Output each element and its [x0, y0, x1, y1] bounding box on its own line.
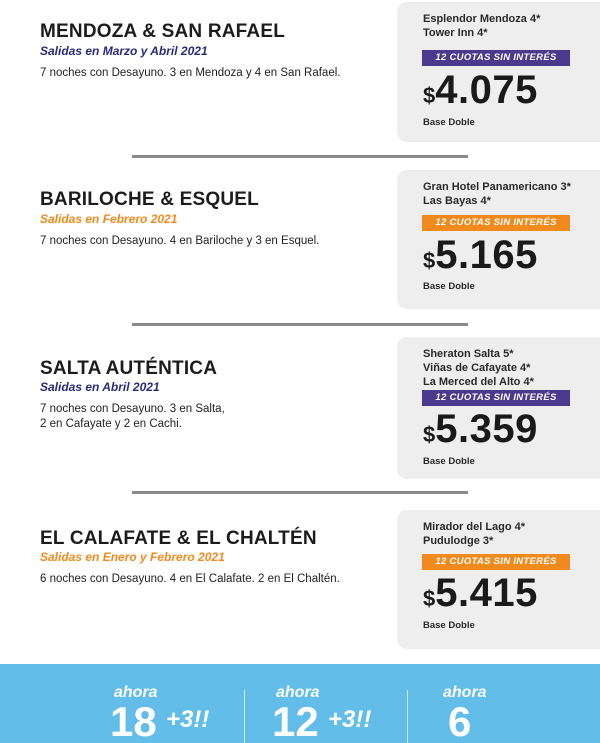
installment-option-6	[440, 664, 540, 743]
description-line: 7 noches con Desayuno. 3 en Salta,	[40, 403, 225, 415]
hotel-name: Sheraton Salta 5*	[423, 348, 514, 360]
ahora-label: ahora	[443, 684, 487, 701]
installment-option-18	[110, 664, 240, 743]
price-value: 5.415	[435, 571, 538, 615]
package-dates: Salidas en Febrero 2021	[40, 212, 178, 226]
description-line: 2 en Cafayate y 2 en Cachi.	[40, 418, 182, 430]
package-dates: Salidas en Abril 2021	[40, 380, 160, 394]
hotel-list	[423, 180, 571, 208]
price	[423, 68, 538, 113]
price-basis: Base Doble	[423, 456, 475, 467]
package-description	[40, 402, 380, 432]
package-title: EL CALAFATE & EL CHALTÉN	[40, 528, 317, 549]
ahora-label: ahora	[114, 684, 158, 701]
installments-footer	[0, 664, 600, 743]
price	[423, 571, 538, 616]
package-title: BARILOCHE & ESQUEL	[40, 189, 259, 210]
package-description: 7 noches con Desayuno. 3 en Mendoza y 4 en San Rafael.	[40, 67, 341, 79]
currency-symbol: $	[423, 422, 436, 447]
installment-option-12	[272, 664, 402, 743]
hotel-name: Gran Hotel Panamericano 3*	[423, 181, 571, 193]
hotel-name: Pudulodge 3*	[423, 535, 494, 547]
package-title: MENDOZA & SAN RAFAEL	[40, 21, 286, 42]
hotel-list	[423, 347, 534, 389]
package-description: 6 noches con Desayuno. 4 en El Calafate. 2 en El Chaltén.	[40, 573, 340, 585]
price-basis: Base Doble	[423, 281, 475, 292]
hotel-name: Las Bayas 4*	[423, 195, 491, 207]
currency-symbol: $	[423, 248, 436, 273]
hotel-name: Tower Inn 4*	[423, 27, 488, 39]
currency-symbol: $	[423, 586, 436, 611]
price-card-salta	[397, 337, 600, 479]
installments-badge: 12 CUOTAS SIN INTERÉS	[422, 215, 570, 231]
divider	[132, 155, 468, 158]
footer-separator	[244, 690, 245, 743]
price-value: 5.359	[435, 407, 538, 451]
price-value: 5.165	[435, 233, 538, 277]
divider	[132, 323, 468, 326]
installment-number: 18	[110, 698, 157, 743]
price-basis: Base Doble	[423, 620, 475, 631]
footer-separator	[407, 690, 408, 743]
package-dates: Salidas en Enero y Febrero 2021	[40, 550, 225, 564]
hotel-list	[423, 520, 525, 548]
installment-bonus: +3!!	[166, 706, 210, 733]
price-card-calafate	[397, 510, 600, 649]
hotel-name: Mirador del Lago 4*	[423, 521, 526, 533]
price-card-bariloche	[397, 170, 600, 309]
currency-symbol: $	[423, 83, 436, 108]
price	[423, 233, 538, 278]
hotel-name: La Merced del Alto 4*	[423, 376, 534, 388]
package-dates: Salidas en Marzo y Abril 2021	[40, 44, 208, 58]
price-card-mendoza	[397, 2, 600, 142]
hotel-list	[423, 12, 540, 40]
installment-bonus: +3!!	[328, 706, 372, 733]
installments-badge: 12 CUOTAS SIN INTERÉS	[422, 554, 570, 570]
ahora-label: ahora	[276, 684, 320, 701]
price	[423, 407, 538, 452]
package-description: 7 noches con Desayuno. 4 en Bariloche y 3 en Esquel.	[40, 235, 320, 247]
divider	[132, 491, 468, 494]
package-title: SALTA AUTÉNTICA	[40, 358, 218, 379]
hotel-name: Viñas de Cafayate 4*	[423, 362, 531, 374]
installment-number: 12	[272, 698, 319, 743]
installment-number: 6	[448, 698, 472, 743]
hotel-name: Esplendor Mendoza 4*	[423, 13, 541, 25]
installments-badge: 12 CUOTAS SIN INTERÉS	[422, 50, 570, 66]
price-basis: Base Doble	[423, 117, 475, 128]
price-value: 4.075	[435, 68, 538, 112]
installments-badge: 12 CUOTAS SIN INTERÉS	[422, 390, 570, 406]
